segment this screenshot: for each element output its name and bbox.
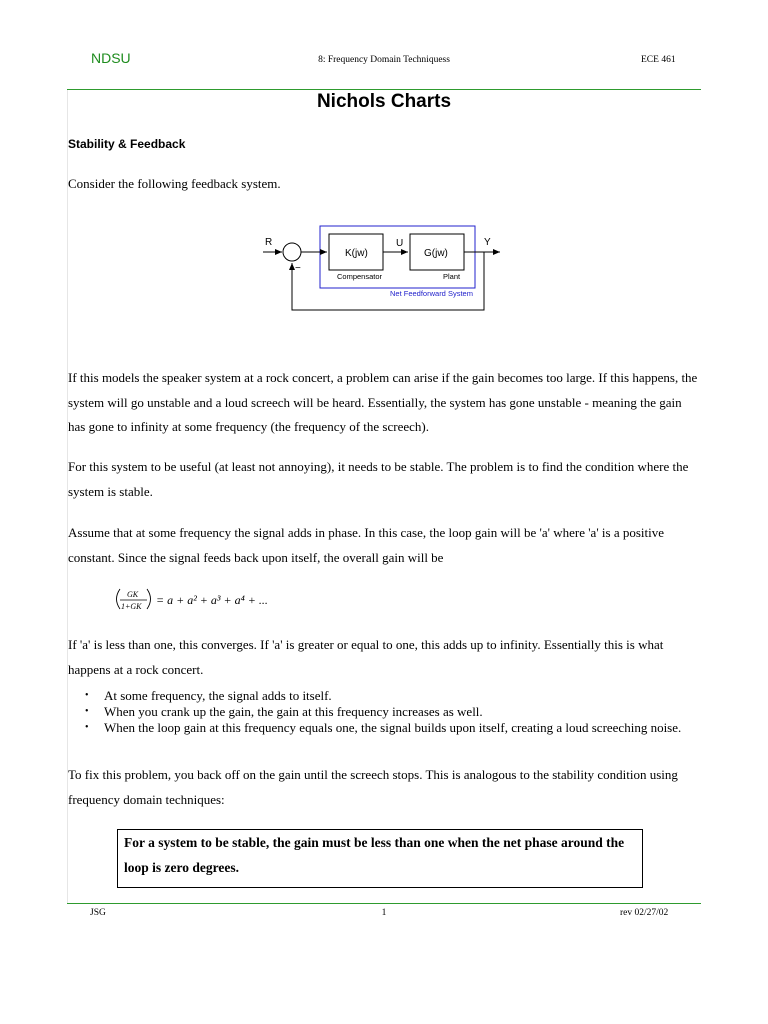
paragraph-useful: For this system to be useful (at least not annoying), it needs to be stable. The problem is to find the condition where the system is stable. — [68, 459, 689, 499]
header-rule — [67, 89, 701, 90]
plant-label: G(jw) — [424, 248, 448, 259]
summing-junction — [283, 243, 301, 261]
bullet-marker: • — [85, 706, 89, 717]
footer-page-number: 1 — [381, 908, 387, 918]
header-chapter: 8: Frequency Domain Techniquess — [318, 55, 450, 65]
paragraph-rock-concert: If this models the speaker system at a rock concert, a problem can arise if the gain becomes too large. If this happens, the system will go unstable and a loud screech will be heard. Essentially, the system has gone unstable - meaning the gain has gone to infinity at some frequency (the frequency of the screech). — [68, 370, 698, 434]
footer-rule — [67, 903, 701, 904]
bullet-marker: • — [85, 690, 89, 701]
feedforward-caption: Net Feedforward System — [390, 289, 473, 298]
input-label: R — [265, 237, 273, 248]
header-org: NDSU — [91, 50, 131, 66]
control-signal-label: U — [396, 238, 404, 249]
paragraph-converges: If 'a' is less than one, this converges. If 'a' is greater or equal to one, this adds up to infinity. Essentially this is what happens at a rock concert. — [68, 637, 664, 677]
equation-series: = a + a² + a³ + a⁴ + ... — [156, 593, 268, 607]
bullet-marker: • — [85, 722, 89, 733]
list-item: • When the loop gain at this frequency equals one, the signal builds upon itself, creating a loud screeching noise. — [85, 720, 682, 735]
plant-caption: Plant — [443, 272, 461, 281]
paragraph-intro: Consider the following feedback system. — [68, 176, 281, 191]
output-label: Y — [484, 237, 491, 248]
page-title: Nichols Charts — [316, 91, 452, 112]
list-item: • When you crank up the gain, the gain at this frequency increases as well. — [85, 704, 483, 719]
geometric-series-equation — [110, 586, 310, 619]
paragraph-in-phase: Assume that at some frequency the signal adds in phase. In this case, the loop gain will be 'a' where 'a' is a positive constant. Since the signal feeds back upon itself, the overall gain will be — [68, 525, 665, 565]
header-course: ECE 461 — [641, 55, 676, 65]
paragraph-fix: To fix this problem, you back off on the gain until the screech stops. This is analogous to the stability condition using frequency domain techniques: — [68, 767, 678, 807]
stability-rule-box: For a system to be stable, the gain must be less than one when the net phase around the loop is zero degrees. — [117, 829, 643, 888]
feedback-block-diagram — [255, 218, 515, 318]
section-heading: Stability & Feedback — [68, 137, 186, 151]
equation-denominator: 1+GK — [121, 602, 142, 611]
compensator-label: K(jw) — [345, 248, 368, 259]
list-item: • At some frequency, the signal adds to itself. — [85, 688, 332, 703]
footer-revision: rev 02/27/02 — [620, 908, 669, 918]
sum-minus-sign: − — [295, 263, 301, 274]
bullet-list — [85, 688, 700, 736]
footer-author: JSG — [90, 908, 106, 918]
equation-numerator: GK — [127, 590, 139, 599]
compensator-caption: Compensator — [337, 272, 383, 281]
